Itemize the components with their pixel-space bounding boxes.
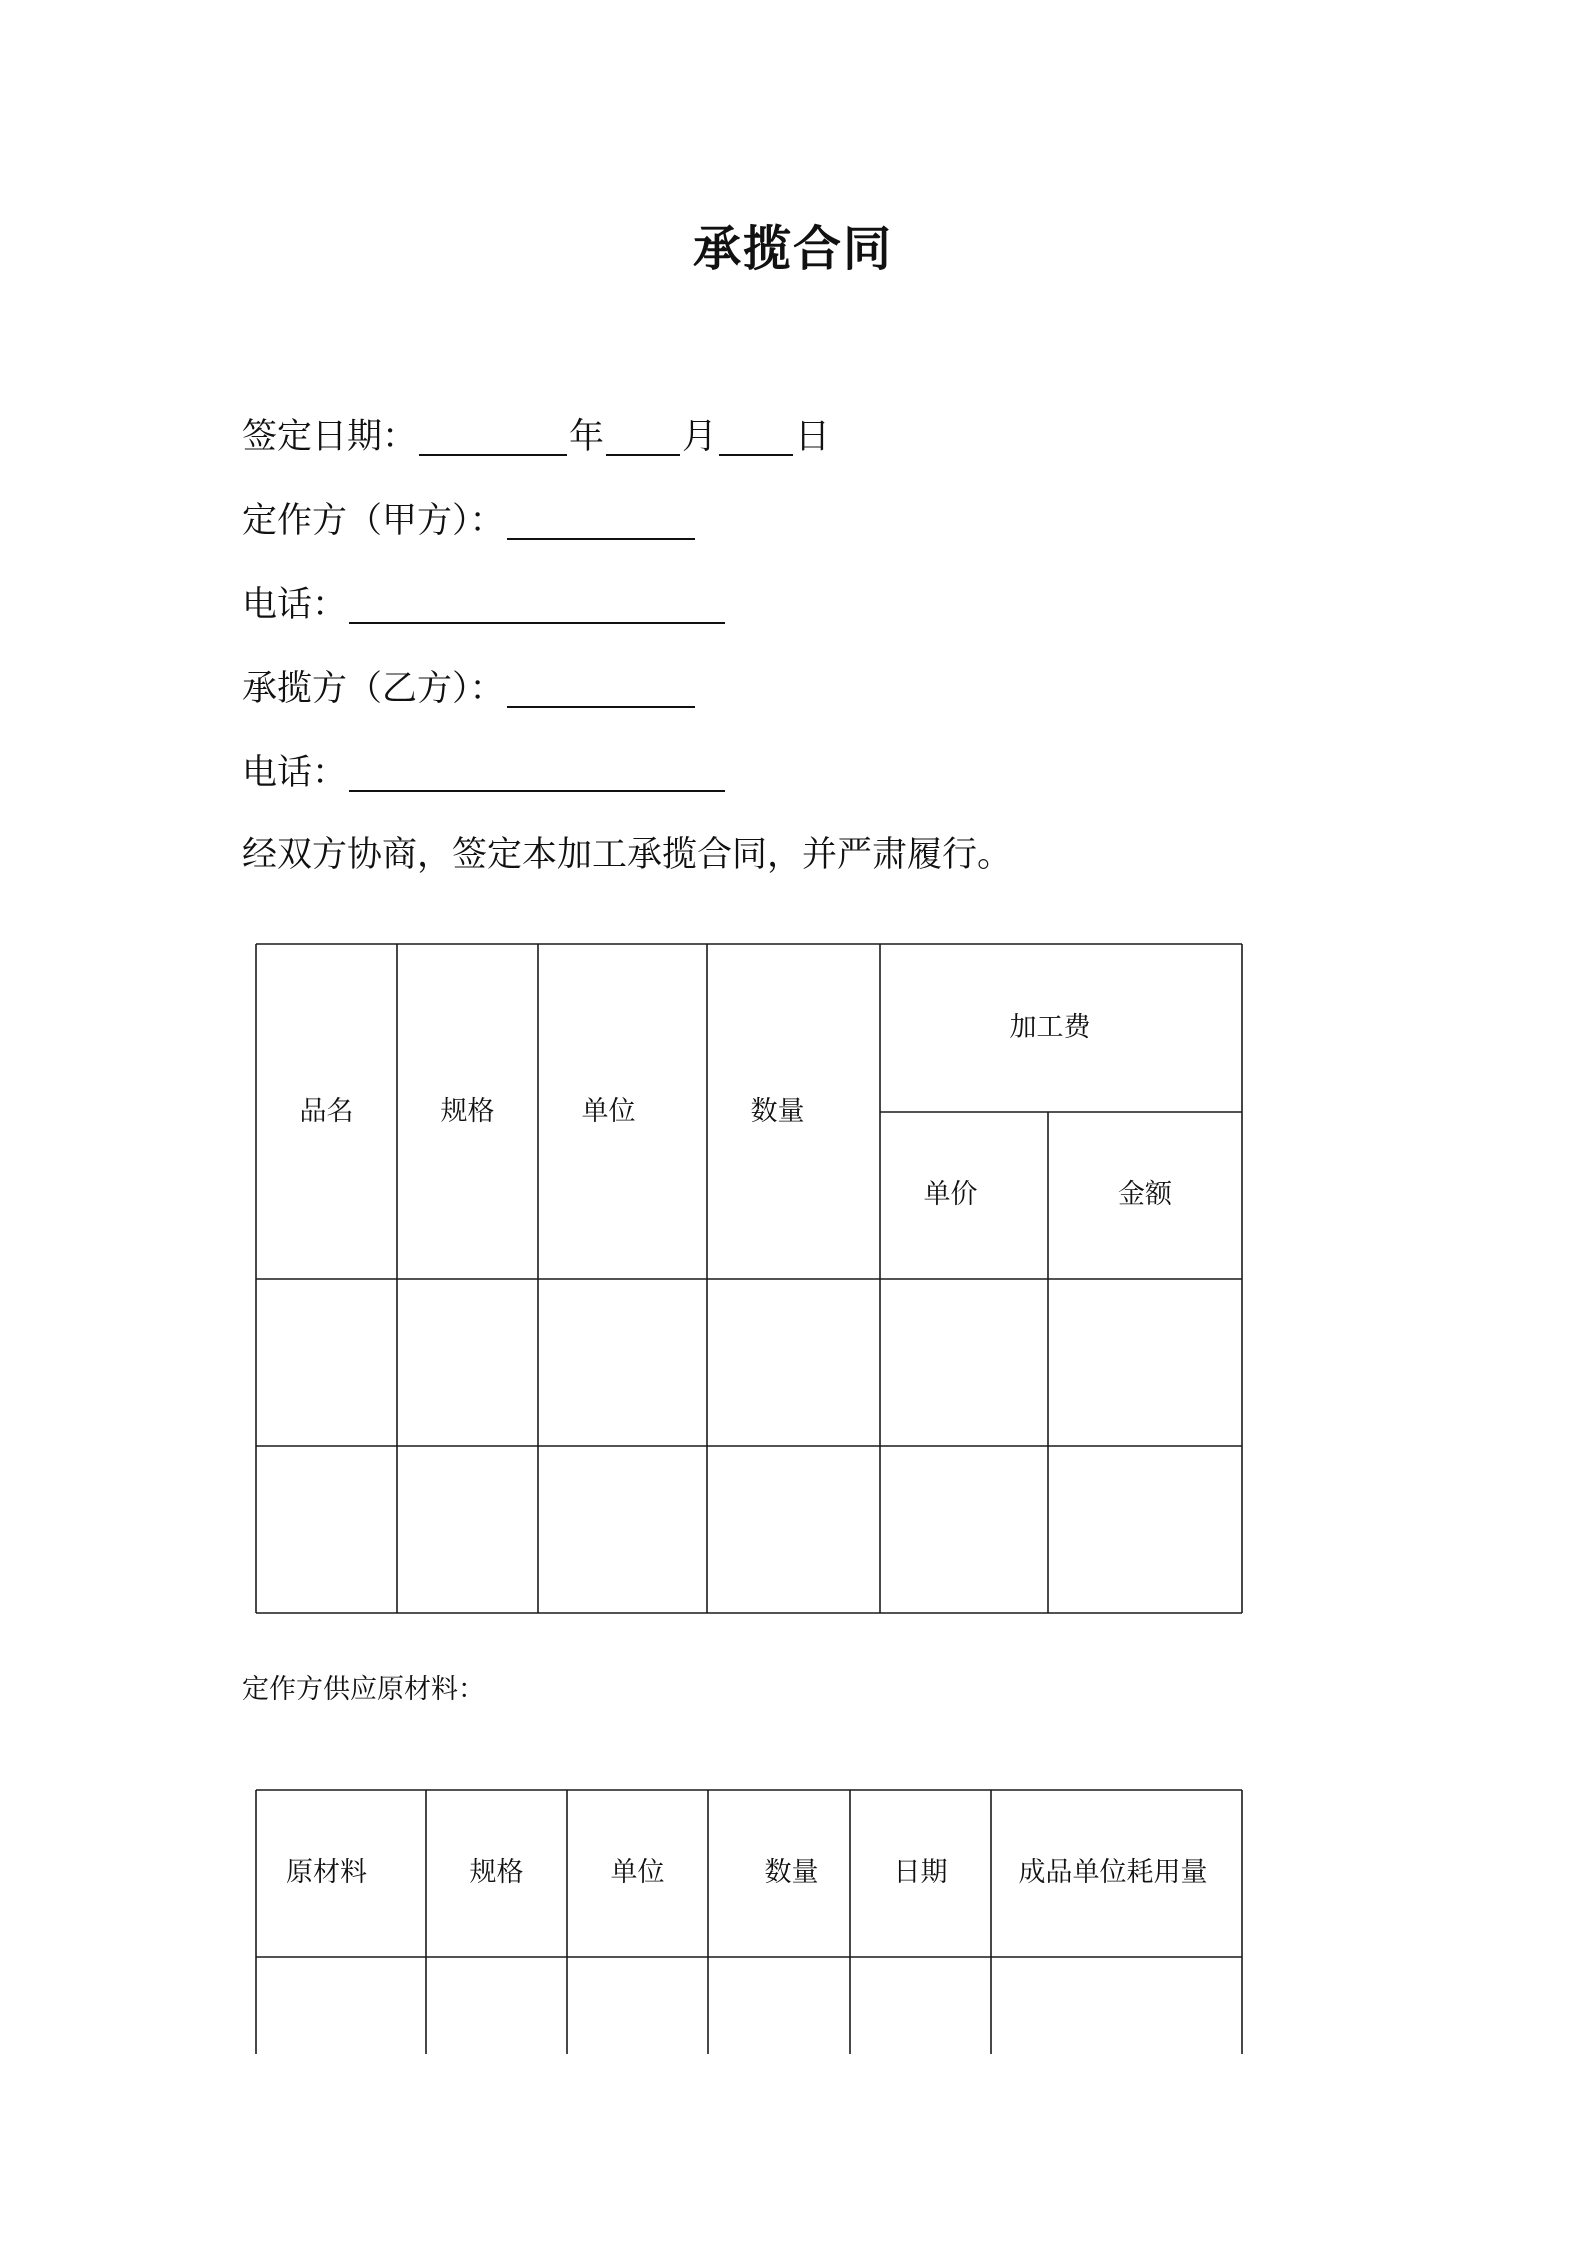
header-spec: 规格 — [440, 1096, 495, 1127]
header-quantity: 数量 — [750, 1096, 805, 1127]
header-quantity: 数量 — [764, 1857, 819, 1888]
header-fee: 加工费 — [1009, 1012, 1091, 1043]
month-label: 月 — [682, 417, 718, 457]
phone-b-label: 电话： — [242, 753, 348, 793]
header-material: 原材料 — [286, 1857, 367, 1888]
header-unit: 单位 — [610, 1857, 665, 1888]
header-unit-price: 单价 — [923, 1179, 978, 1210]
day-label: 日 — [795, 417, 831, 457]
intro-paragraph: 经双方协商，签定本加工承揽合同，并严肃履行。 — [242, 835, 1013, 875]
phone-a-label: 电话： — [242, 585, 348, 625]
header-consumption: 成品单位耗用量 — [1018, 1857, 1208, 1888]
header-spec: 规格 — [469, 1857, 524, 1888]
document-title: 承揽合同 — [692, 221, 893, 277]
party-a-label: 定作方（甲方）： — [242, 501, 505, 541]
header-name: 品名 — [299, 1096, 354, 1127]
party-b-label: 承揽方（乙方）： — [242, 669, 505, 709]
materials-label: 定作方供应原材料： — [242, 1674, 485, 1705]
header-unit: 单位 — [581, 1096, 636, 1127]
sign-date-label: 签定日期： — [242, 417, 418, 457]
year-label: 年 — [569, 417, 605, 457]
header-date: 日期 — [893, 1857, 948, 1888]
header-amount: 金额 — [1118, 1179, 1172, 1210]
